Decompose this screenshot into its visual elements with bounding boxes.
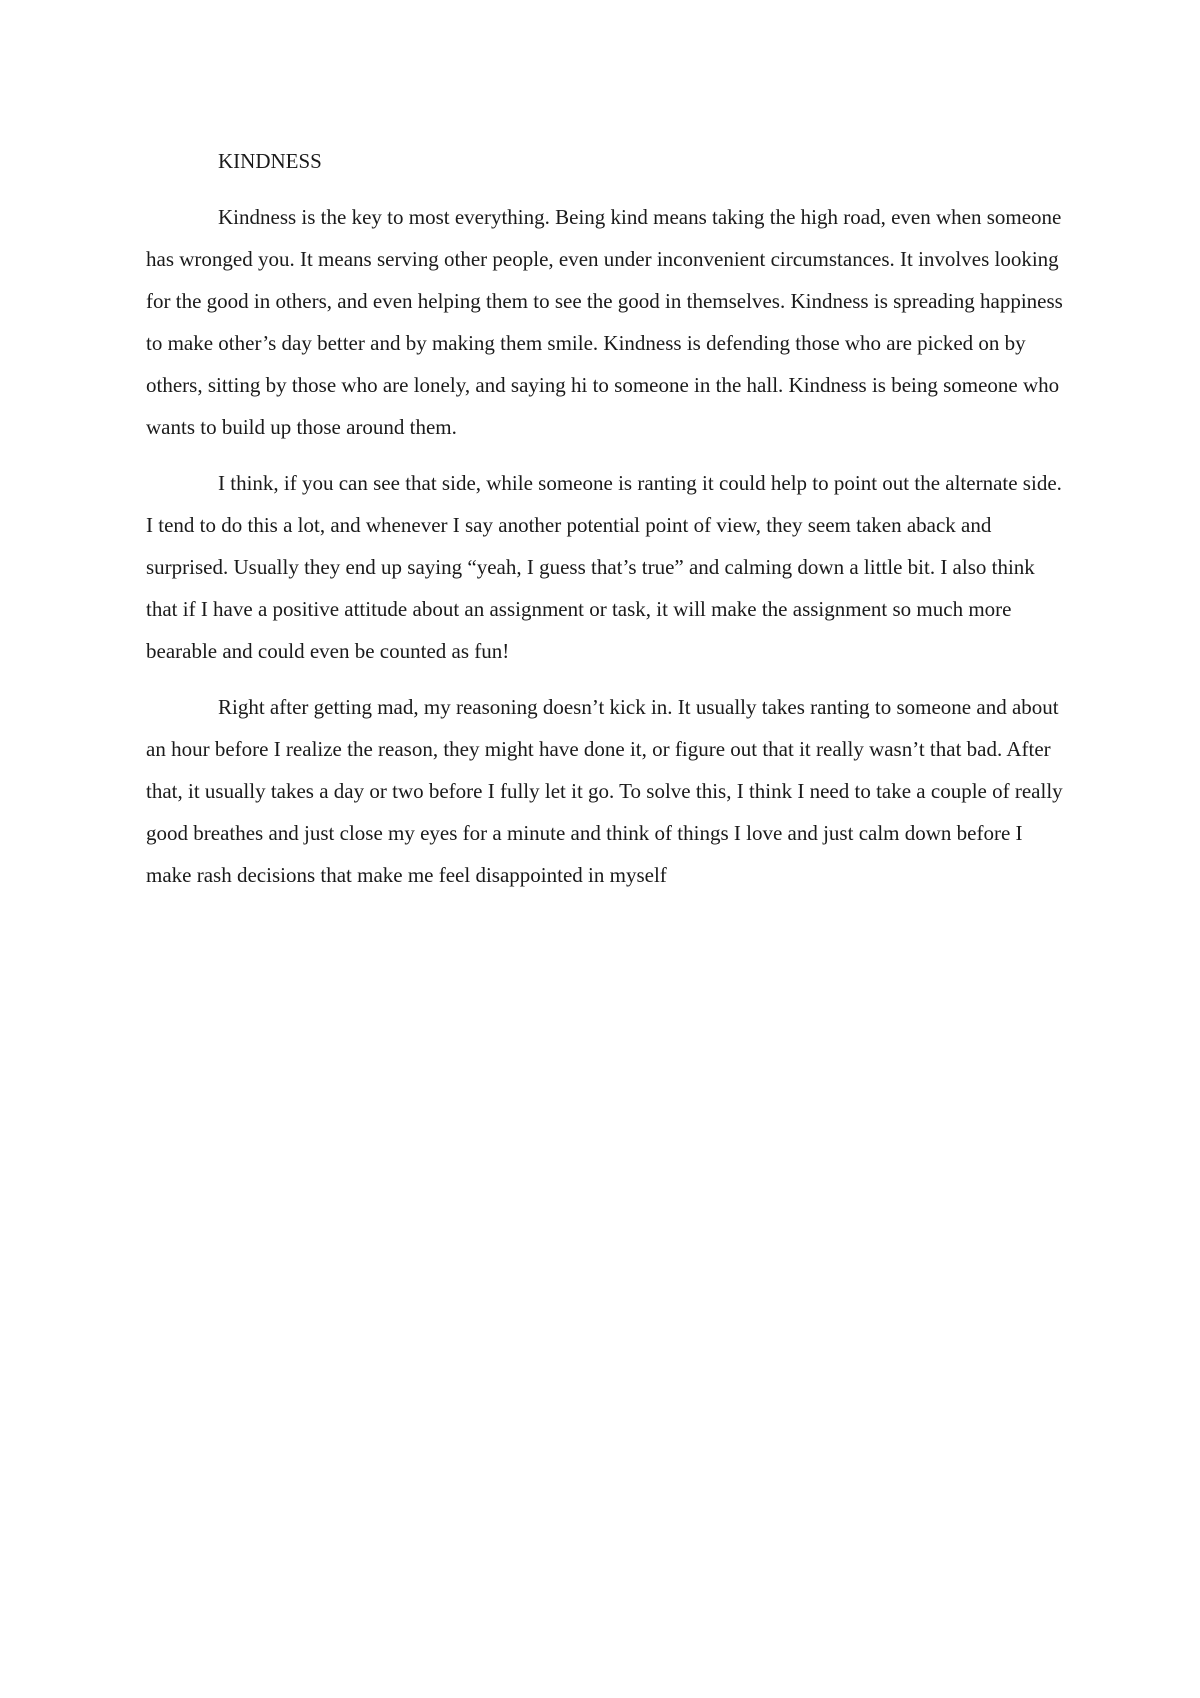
paragraph-alternate-side: I think, if you can see that side, while someone is ranting it could help to point out the alternate side. I tend to do this a lot, and whenever I say another potential point of view, they seem taken aback and surprised. Usually they end up saying “yeah, I guess that’s true” and calming down a little bit. I also think that if I have a positive attitude about an assignment or task, it will make the assignment so much more bearable and could even be counted as fun! bbox=[146, 471, 1062, 663]
document-title: KINDNESS bbox=[218, 149, 322, 173]
paragraph-getting-mad: Right after getting mad, my reasoning doesn’t kick in. It usually takes ranting to someone and about an hour before I realize the reason, they might have done it, or figure out that it really wasn’t that bad. After that, it usually takes a day or two before I fully let it go. To solve this, I think I need to take a couple of really good breathes and just close my eyes for a minute and think of things I love and just calm down before I make rash decisions that make me feel disappointed in myself bbox=[146, 695, 1063, 887]
document-body bbox=[146, 140, 1066, 910]
paragraph-kindness-definition: Kindness is the key to most everything. Being kind means taking the high road, even when someone has wronged you. It means serving other people, even under inconvenient circumstances. It involves looking for the good in others, and even helping them to see the good in themselves. Kindness is spreading happiness to make other’s day better and by making them smile. Kindness is defending those who are picked on by others, sitting by those who are lonely, and saying hi to someone in the hall. Kindness is being someone who wants to build up those around them. bbox=[146, 205, 1063, 439]
